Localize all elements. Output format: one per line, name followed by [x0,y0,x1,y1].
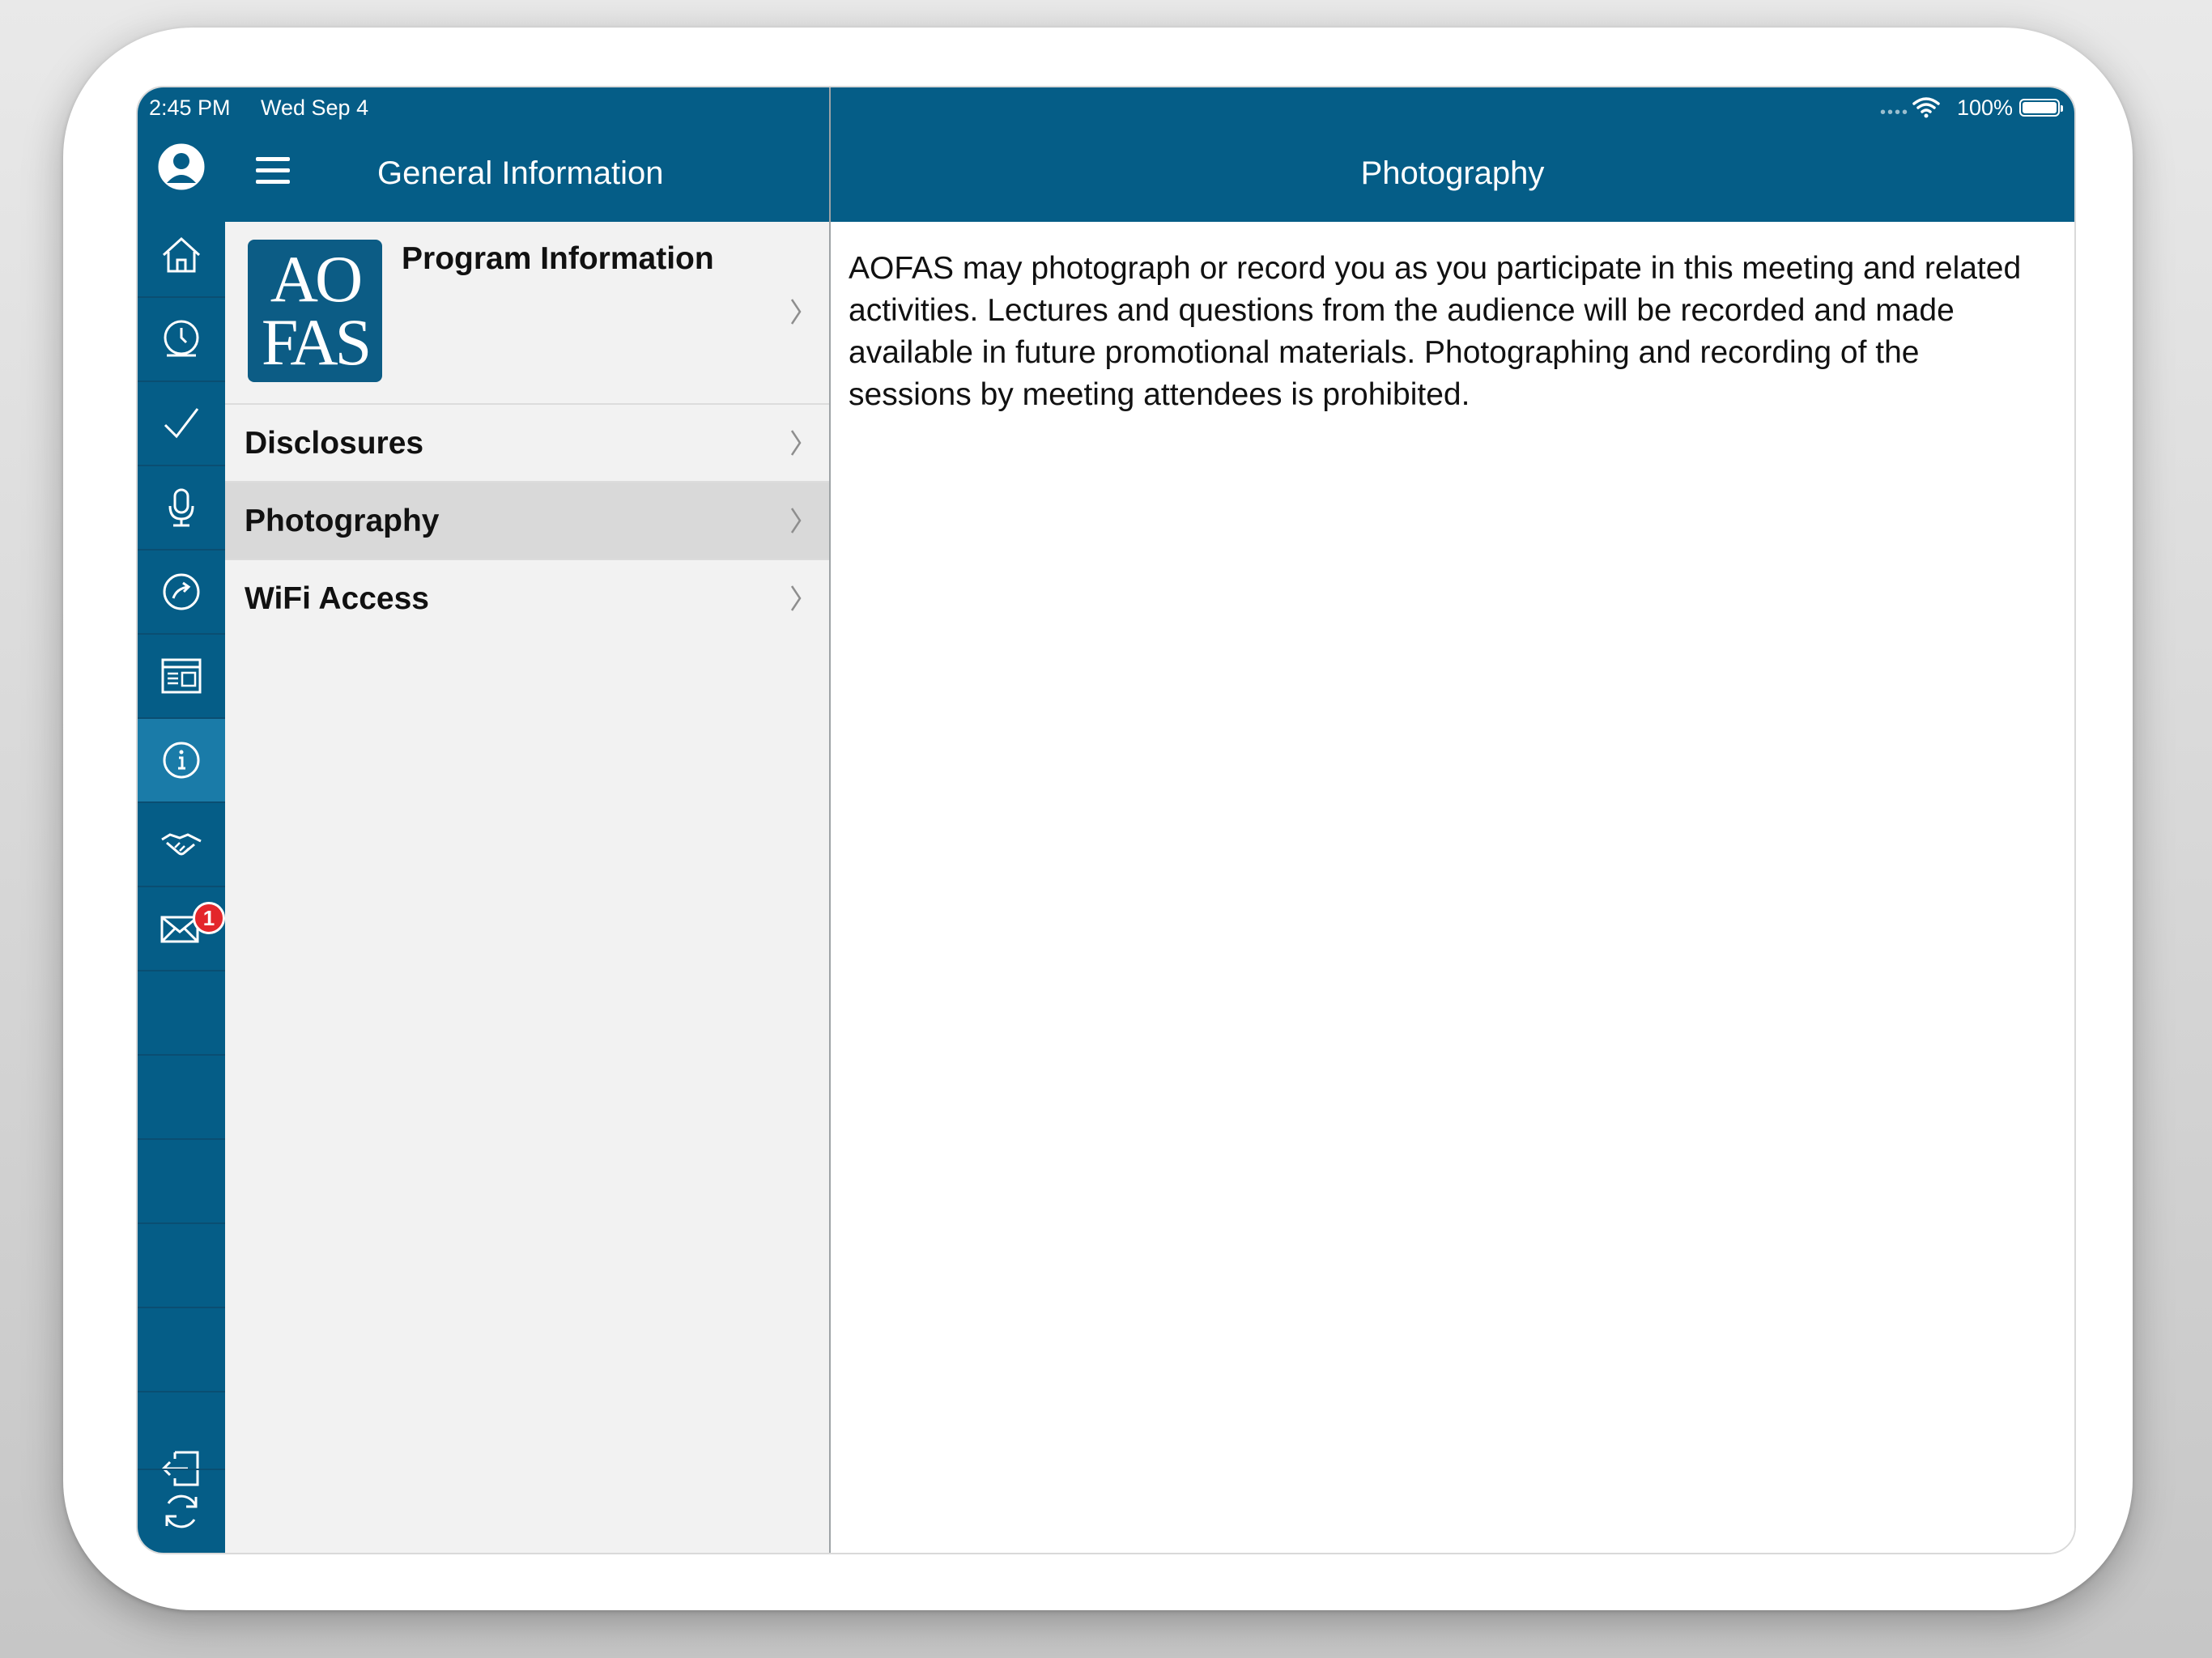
unread-badge: 1 [193,902,225,934]
rail-general-info-button[interactable] [138,719,225,803]
hamburger-menu-icon[interactable] [256,157,290,185]
chevron-right-icon [790,298,802,325]
rail-empty-slot [138,1308,225,1392]
rail-empty-slot [138,1056,225,1140]
cellular-signal-icon: •••• [1879,104,1909,121]
rail-navigate-button[interactable] [138,551,225,635]
device-edge-highlight [1827,1606,1908,1609]
handshake-icon [159,822,204,867]
rail-sync-button[interactable] [138,1469,225,1553]
rail-messages-button[interactable] [138,887,225,971]
battery-percent: 100% [1956,96,2013,120]
clock-icon [159,317,204,362]
battery-icon [2019,99,2060,117]
app-screen [136,86,2076,1554]
chevron-right-icon [790,429,802,457]
device-edge-highlight [1912,1606,1993,1609]
aofas-logo [248,240,382,382]
refresh-icon [159,1489,204,1534]
rail-exhibits-button[interactable] [138,635,225,719]
chevron-right-icon [790,507,802,534]
list-item-program-information[interactable] [225,222,829,405]
compass-arrow-icon [159,569,204,614]
rail-empty-slot [138,1224,225,1308]
status-bar [138,87,2074,128]
detail-panel [831,87,2074,1553]
detail-body-text: AOFAS may photograph or record you as you participate in this meeting and related activities. Lectures and questions from the audience will be recorded and made available in future promotional materials. Photographing and recording of the sessions by meeting attendees is prohibited. [849,251,2022,412]
rail-sponsors-button[interactable] [138,803,225,887]
rail-agenda-button[interactable] [138,382,225,466]
rail-speakers-button[interactable] [138,466,225,551]
logo-text-top: AO [270,242,360,316]
chevron-right-icon [790,585,802,612]
status-date: Wed Sep 4 [261,96,369,120]
list-item-photography[interactable] [225,483,829,560]
list-item-label: Photography [245,504,440,538]
side-icon-rail [138,87,225,1553]
detail-title: Photography [1360,155,1545,191]
rail-schedule-button[interactable] [138,298,225,382]
list-item-wifi-access[interactable] [225,560,829,638]
info-list [225,222,829,638]
rail-empty-slot [138,971,225,1056]
home-icon [159,232,204,278]
profile-avatar-icon[interactable] [157,142,206,191]
logo-text-bottom: FAS [261,305,369,379]
list-item-disclosures[interactable] [225,405,829,483]
status-time: 2:45 PM [149,96,231,120]
list-item-label: WiFi Access [245,581,429,616]
rail-empty-slot [138,1140,225,1224]
wifi-icon [1912,96,1940,118]
info-icon [159,738,204,783]
browser-window-icon [159,653,204,699]
master-list-panel [225,87,831,1553]
rail-home-button[interactable] [138,214,225,298]
checkmark-icon [159,401,204,446]
list-item-label: Disclosures [245,426,424,461]
microphone-icon [159,485,204,530]
list-item-label: Program Information [402,241,714,276]
list-title: General Information [377,155,664,191]
